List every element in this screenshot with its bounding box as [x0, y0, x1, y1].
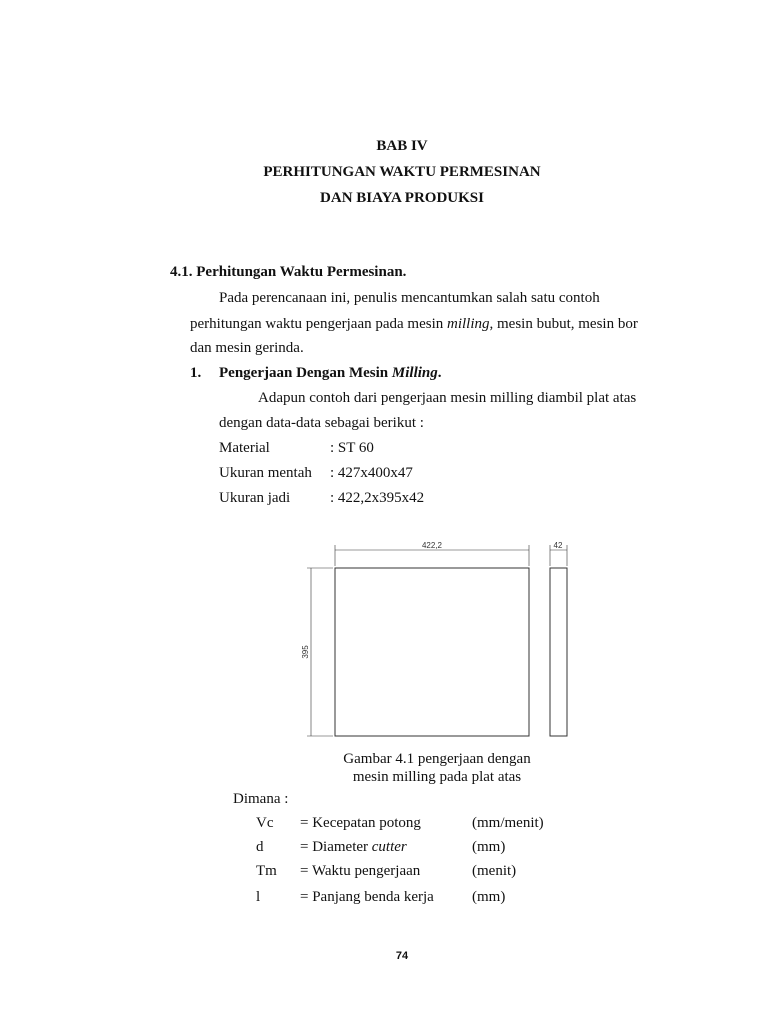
- chapter-title-line1: PERHITUNGAN WAKTU PERMESINAN: [263, 164, 541, 180]
- section-paragraph-line1: Pada perencanaan ini, penulis mencantumkan salah satu contoh: [219, 290, 600, 306]
- height-dimension: [307, 568, 333, 736]
- definition-description: = Waktu pengerjaan: [300, 863, 421, 879]
- definition-unit: (mm/menit): [472, 815, 544, 831]
- spec-label: Ukuran jadi: [219, 490, 291, 506]
- definition-symbol: l: [256, 889, 261, 905]
- figure-caption-line2: mesin milling pada plat atas: [352, 769, 522, 785]
- definition-symbol: Vc: [256, 815, 274, 831]
- section-paragraph-line3: dan mesin gerinda.: [190, 340, 304, 356]
- definition-description: = Kecepatan potong: [300, 815, 421, 831]
- subsection-heading: Pengerjaan Dengan Mesin Milling.: [219, 365, 442, 381]
- spec-label: Ukuran mentah: [219, 465, 312, 481]
- definitions-intro: Dimana :: [233, 791, 289, 807]
- subsection-line2: dengan data-data sebagai berikut :: [219, 415, 424, 431]
- plate-side-view: [550, 568, 567, 736]
- subsection-line1: Adapun contoh dari pengerjaan mesin milling diambil plat atas: [258, 390, 637, 406]
- subsection-number: 1.: [190, 365, 202, 381]
- definition-description: = Diameter cutter: [300, 839, 407, 855]
- chapter-label: BAB IV: [376, 138, 428, 154]
- plate-front-view: [335, 568, 529, 736]
- thickness-dimension-label: 42: [553, 541, 563, 550]
- page-number: 74: [395, 950, 409, 962]
- definition-description: = Panjang benda kerja: [300, 889, 434, 905]
- plate-technical-drawing: [300, 536, 580, 742]
- spec-value: : ST 60: [330, 440, 374, 456]
- section-heading: 4.1. Perhitungan Waktu Permesinan.: [170, 264, 407, 280]
- definition-symbol: Tm: [256, 863, 277, 879]
- section-paragraph-line2: perhitungan waktu pengerjaan pada mesin milling, mesin bubut, mesin bor: [190, 316, 638, 332]
- definition-unit: (menit): [472, 863, 517, 879]
- definition-symbol: d: [256, 839, 264, 855]
- definition-unit: (mm): [472, 839, 506, 855]
- spec-value: : 422,2x395x42: [330, 490, 425, 506]
- figure-caption-line1: Gambar 4.1 pengerjaan dengan: [343, 751, 531, 767]
- width-dimension-label: 422,2: [421, 541, 443, 550]
- spec-value: : 427x400x47: [330, 465, 413, 481]
- spec-label: Material: [219, 440, 270, 456]
- height-dimension-label: 395: [301, 645, 310, 659]
- definition-unit: (mm): [472, 889, 506, 905]
- chapter-title-line2: DAN BIAYA PRODUKSI: [320, 190, 484, 206]
